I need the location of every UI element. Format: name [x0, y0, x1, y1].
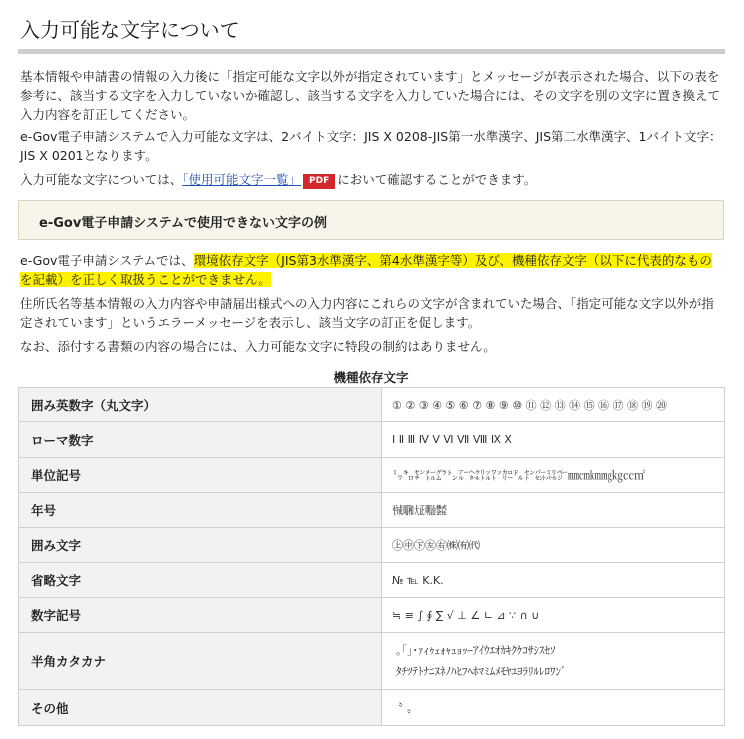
highlighted-warning: 環境依存文字（JIS第3水準漢字、第4水準漢字等）及び、機種依存文字（以下に代表的なものを記載）を正しく取扱うことができません。 [20, 253, 712, 287]
intro-paragraph-2: e-Gov電子申請システムで入力可能な文字は、2バイト文字：JIS X 0208-JIS第一水準漢字、JIS第二水準漢字、1バイト文字：JIS X 0201となります。 [20, 129, 722, 163]
row-value: ㍻㍼㍽㍾㍿ [382, 493, 725, 528]
table-row [19, 458, 725, 493]
body-paragraph-1 [20, 251, 724, 289]
row-label: 年号 [19, 493, 382, 528]
row-label: 囲み文字 [19, 528, 382, 563]
kana-line-1: ｡｢｣･ｧｨｩｪｫｬｭｮｯｰｱｲｳｴｵｶｷｸｹｺｻｼｽｾｿ [396, 644, 556, 657]
intro-paragraph-3-lead: 入力可能な文字については、 [20, 172, 183, 187]
intro-paragraph-1: 基本情報や申請書の情報の入力後に「指定可能な文字以外が指定されています」とメッセージが表示された場合、以下の表を参考に、該当する文字を入力していないか確認し、該当する文字を入力していた場合には、その文字を別の文字に置き換えて入力内容を訂正してください。 [20, 69, 721, 122]
dependent-characters-table [18, 387, 725, 726]
row-value: ㊤㊥㊦㊧㊨㈱㈲㈹ [382, 528, 725, 563]
row-label: 半角カタカナ [19, 633, 382, 690]
intro-paragraph-3 [20, 170, 724, 189]
row-label: 囲み英数字（丸文字） [19, 388, 382, 422]
row-value: ① ② ③ ④ ⑤ ⑥ ⑦ ⑧ ⑨ ⑩ ⑪ ⑫ ⑬ ⑭ ⑮ ⑯ ⑰ ⑱ ⑲ ⑳ [382, 388, 725, 422]
body-paragraph-3: なお、添付する書類の内容の場合には、入力可能な文字に特段の制約はありません。 [20, 339, 496, 354]
row-value [382, 633, 725, 690]
row-value: ≒ ≡ ∫ ∮ ∑ √ ⊥ ∠ ∟ ⊿ ∵ ∩ ∪ [382, 598, 725, 633]
table-row [19, 388, 725, 422]
pdf-icon: PDF [303, 174, 335, 189]
kana-line-2: ﾀﾁﾂﾃﾄﾅﾆﾇﾈﾉﾊﾋﾌﾍﾎﾏﾐﾑﾒﾓﾔﾕﾖﾗﾘﾙﾚﾛﾜﾝﾞ [396, 665, 567, 678]
row-label: 省略文字 [19, 563, 382, 598]
intro-paragraph-3-tail: において確認することができます。 [337, 172, 537, 187]
table-row [19, 493, 725, 528]
page-title: 入力可能な文字について [20, 18, 240, 42]
row-value: № ℡ K.K. [382, 563, 725, 598]
section-heading: e-Gov電子申請システムで使用できない文字の例 [39, 216, 327, 231]
table-row [19, 598, 725, 633]
table-caption: 機種依存文字 [333, 370, 409, 385]
row-value: 〝 〟 [382, 690, 725, 726]
body-paragraph-1-lead: e-Gov電子申請システムでは、 [20, 253, 194, 268]
section-heading-box [18, 200, 724, 240]
usable-characters-list-link[interactable]: 「使用可能文字一覧」 [182, 172, 302, 187]
table-row [19, 690, 725, 726]
body-paragraph-2: 住所氏名等基本情報の入力内容や申請届出様式への入力内容にこれらの文字が含まれていた場合、「指定可能な文字以外が指定されています」というエラーメッセージを表示し、該当文字の訂正を促します。 [20, 296, 714, 330]
row-label: 数字記号 [19, 598, 382, 633]
row-value: ㍉㌔㌢㍍㌘㌧㌃㌶㍑㍗㌍㌦㌣㌫㍊㌻㎜㎝㎞㎎㎏㏄㎡ [382, 458, 725, 493]
title-divider [18, 49, 725, 54]
row-value: Ⅰ Ⅱ Ⅲ Ⅳ Ⅴ Ⅵ Ⅶ Ⅷ Ⅸ Ⅹ [382, 422, 725, 458]
table-row [19, 633, 725, 690]
table-row [19, 422, 725, 458]
table-row [19, 528, 725, 563]
row-label: 単位記号 [19, 458, 382, 493]
table-row [19, 563, 725, 598]
row-label: その他 [19, 690, 382, 726]
row-label: ローマ数字 [19, 422, 382, 458]
